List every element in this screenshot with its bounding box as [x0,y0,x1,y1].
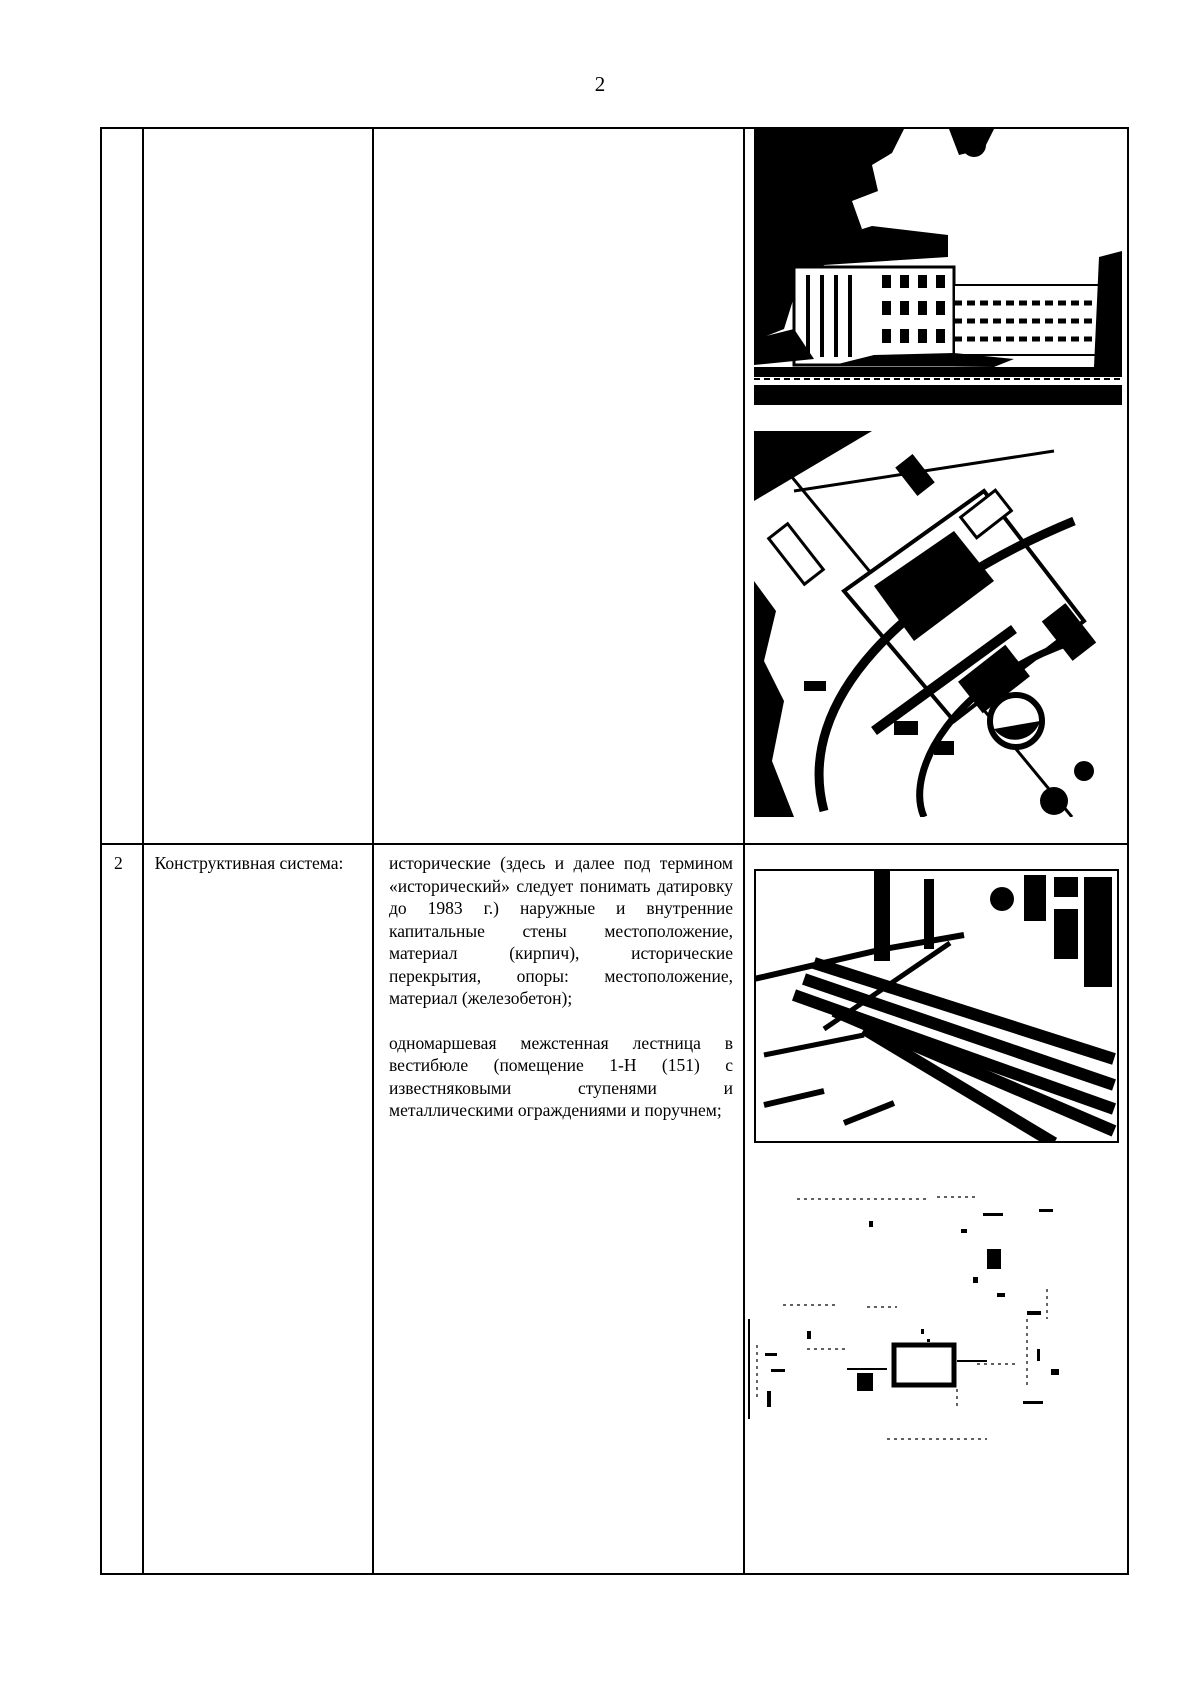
aerial-site-photo [754,431,1104,817]
column-divider [743,129,745,1573]
column-divider [142,129,144,1573]
row-number: 2 [114,853,123,873]
row-description [389,852,733,1144]
floor-plan-drawing [747,1169,1117,1459]
page-number: 2 [594,72,606,96]
description-paragraph: исторические (здесь и далее под термином «исторический» следует понимать датировку до 1983 г.) наружные и внутренние капитальные стены местоположение, материал (кирпич), исторические перекрытия, опоры: местоположение, материал (железобетон); [389,853,733,1008]
row-divider [102,843,1127,845]
column-divider [372,129,374,1573]
building-exterior-photo [754,129,1122,405]
staircase-photo [754,869,1119,1143]
description-paragraph: одномаршевая межстенная лестница в вестибюле (помещение 1-Н (151) с известняковыми ступенями и металлическими ограждениями и поручнем; [389,1032,733,1120]
subject-table [100,127,1129,1575]
row-name: Конструктивная система: [154,853,344,873]
